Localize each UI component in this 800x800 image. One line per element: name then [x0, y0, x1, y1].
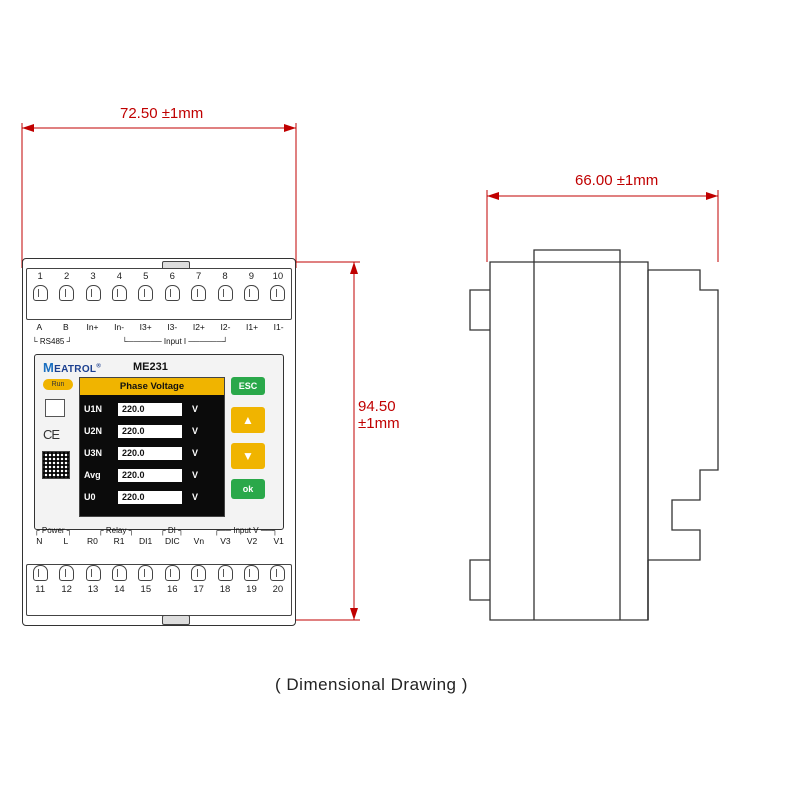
ir-port-icon — [45, 399, 65, 417]
terminal-6: 6 — [159, 269, 185, 319]
terminal-19: 19 — [238, 565, 264, 615]
terminal-label-di1: DI1 — [139, 536, 153, 546]
terminal-label-n: N — [36, 536, 43, 546]
figure-caption: ( Dimensional Drawing ) — [275, 675, 468, 694]
terminal-18: 18 — [212, 565, 238, 615]
brand-logo: MEATROL® — [43, 360, 102, 375]
terminal-label-inm: In- — [114, 322, 125, 332]
terminal-slot-icon — [112, 285, 127, 301]
ce-mark-icon: CE — [43, 427, 60, 442]
terminal-2: 2 — [53, 269, 79, 319]
run-led-indicator: Run — [43, 379, 73, 390]
terminal-7: 7 — [185, 269, 211, 319]
terminal-label-b: B — [63, 322, 69, 332]
terminal-slot-icon — [138, 285, 153, 301]
terminal-16: 16 — [159, 565, 185, 615]
terminal-slot-icon — [270, 285, 285, 301]
terminal-block-top — [26, 268, 292, 320]
terminal-slot-icon — [270, 565, 285, 581]
terminal-11: 11 — [27, 565, 53, 615]
down-arrow-button[interactable]: ▼ — [231, 443, 265, 469]
terminal-slot-icon — [138, 565, 153, 581]
terminal-20: 20 — [265, 565, 291, 615]
ok-button[interactable]: ok — [231, 479, 265, 499]
terminal-label-a: A — [36, 322, 43, 332]
terminal-slot-icon — [86, 285, 101, 301]
dimension-width-side: 66.00 ±1mm — [575, 172, 659, 189]
terminal-slot-icon — [33, 285, 48, 301]
esc-button[interactable]: ESC — [231, 377, 265, 395]
terminal-4: 4 — [106, 269, 132, 319]
terminal-5: 5 — [133, 269, 159, 319]
dimension-width-front: 72.50 ±1mm — [120, 105, 204, 122]
terminal-slot-icon — [59, 285, 74, 301]
terminal-block-bottom — [26, 564, 292, 616]
device-front-view — [22, 258, 296, 626]
group-label-relay: ┌ Relay ┐ — [98, 526, 135, 535]
screen-row: U2N 220.0 V — [84, 425, 199, 436]
qr-code-icon — [42, 451, 70, 479]
terminal-slot-icon — [112, 565, 127, 581]
terminal-3: 3 — [80, 269, 106, 319]
device-faceplate — [34, 354, 284, 530]
group-label-power: ┌ Power ┐ — [34, 526, 73, 535]
model-label: ME231 — [133, 361, 168, 373]
terminal-label-v2: V2 — [246, 536, 258, 546]
terminal-13: 13 — [80, 565, 106, 615]
terminal-9: 9 — [238, 269, 264, 319]
terminal-label-v3: V3 — [220, 536, 231, 546]
terminal-8: 8 — [212, 269, 238, 319]
terminal-slot-icon — [165, 565, 180, 581]
terminal-label-r0: R0 — [87, 536, 98, 546]
group-label-input-i: └────── Input I ──────┘ — [122, 337, 229, 346]
terminal-slot-icon — [218, 565, 233, 581]
terminal-slot-icon — [244, 285, 259, 301]
terminal-label-i3p: I3+ — [139, 322, 152, 332]
terminal-label-i3m: I3- — [167, 322, 178, 332]
terminal-label-l: L — [63, 536, 69, 546]
screen-row: U3N 220.0 V — [84, 447, 199, 458]
up-arrow-button[interactable]: ▲ — [231, 407, 265, 433]
din-clip-bottom-icon — [162, 615, 190, 625]
group-label-rs485: └ RS485 ┘ — [32, 337, 73, 346]
terminal-slot-icon — [86, 565, 101, 581]
terminal-slot-icon — [244, 565, 259, 581]
terminal-label-inp: In+ — [86, 322, 99, 332]
terminal-slot-icon — [218, 285, 233, 301]
terminal-slot-icon — [191, 565, 206, 581]
terminal-label-dic: DIC — [164, 536, 180, 546]
terminal-10: 10 — [265, 269, 291, 319]
terminal-label-vn: Vn — [193, 536, 205, 546]
terminal-15: 15 — [133, 565, 159, 615]
terminal-1: 1 — [27, 269, 53, 319]
lcd-screen — [79, 377, 225, 517]
screen-title: Phase Voltage — [80, 378, 224, 395]
terminal-slot-icon — [191, 285, 206, 301]
screen-row: Avg 220.0 V — [84, 469, 199, 480]
terminal-label-r1: R1 — [113, 536, 125, 546]
terminal-slot-icon — [59, 565, 74, 581]
screen-row: U0 220.0 V — [84, 491, 199, 502]
terminal-label-i1m: I1- — [273, 322, 284, 332]
terminal-label-i2m: I2- — [220, 322, 231, 332]
terminal-slot-icon — [33, 565, 48, 581]
terminal-label-i2p: I2+ — [192, 322, 205, 332]
terminal-label-v1: V1 — [273, 536, 284, 546]
terminal-labels-bottom — [26, 536, 292, 562]
terminal-14: 14 — [106, 565, 132, 615]
terminal-17: 17 — [185, 565, 211, 615]
group-label-input-v: ┌── Input V ──┐ — [214, 526, 278, 535]
screen-row: U1N 220.0 V — [84, 403, 199, 414]
terminal-slot-icon — [165, 285, 180, 301]
terminal-label-i1p: I1+ — [246, 322, 259, 332]
terminal-12: 12 — [53, 565, 79, 615]
group-label-di: ┌ DI ┐ — [160, 526, 184, 535]
dimension-height: 94.50 ±1mm — [358, 398, 400, 432]
